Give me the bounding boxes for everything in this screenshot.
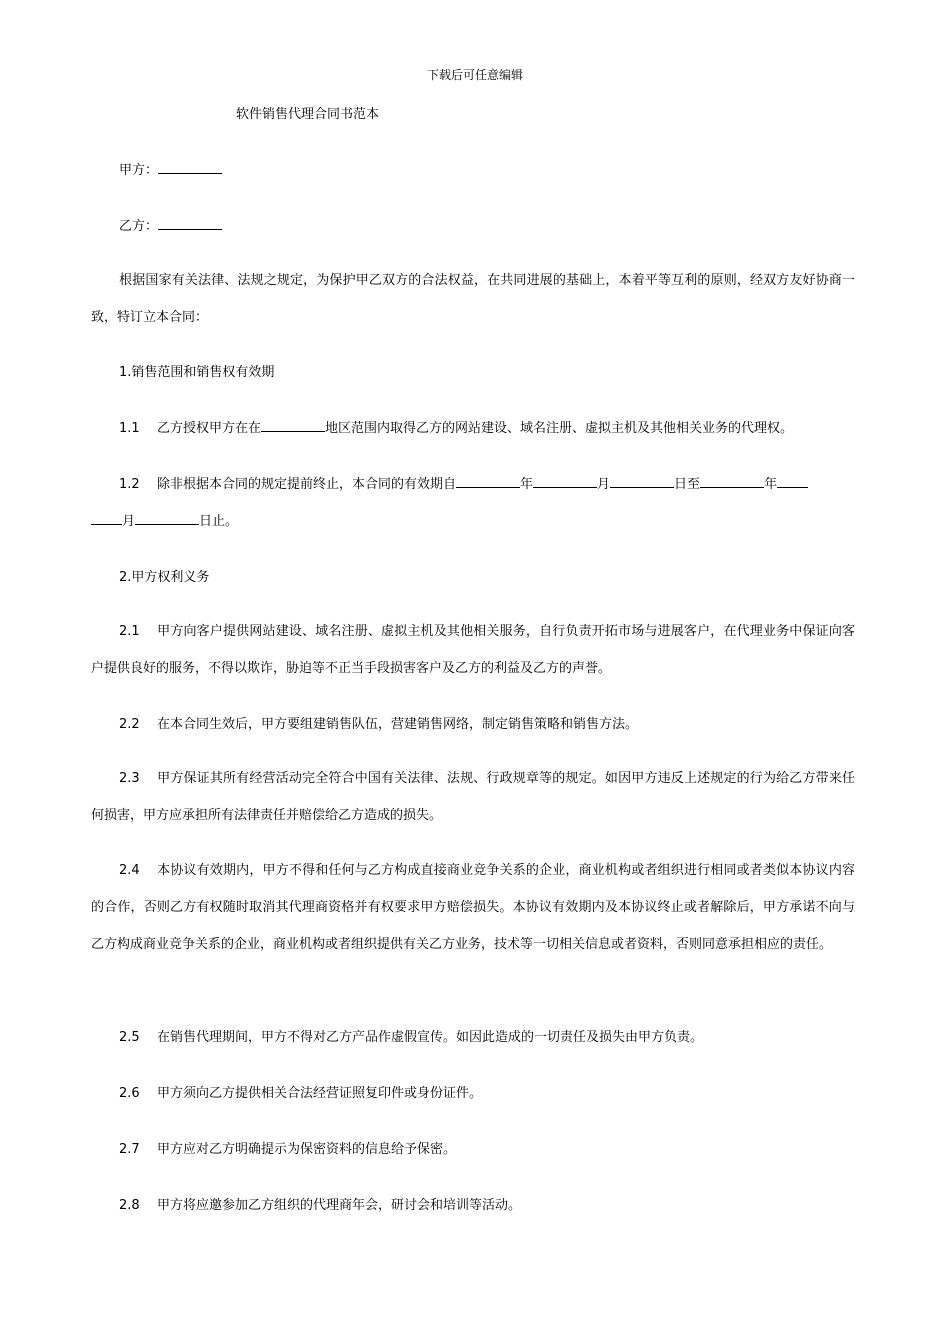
clause-1-1-number: 1.1 <box>119 421 140 436</box>
clause-2-1 <box>91 613 855 687</box>
end-day-blank <box>135 511 199 525</box>
clause-2-5 <box>119 1026 703 1045</box>
end-month-blank-b <box>91 511 122 525</box>
month-label: 月 <box>597 477 611 492</box>
clause-2-5-text: 在销售代理期间，甲方不得对乙方产品作虚假宣传。如因此造成的一切责任及损失由甲方负责。 <box>157 1030 704 1045</box>
clause-1-1-text-a: 乙方授权甲方在在 <box>157 421 262 436</box>
clause-1-2-text: 除非根据本合同的规定提前终止，本合同的有效期自 <box>157 477 457 492</box>
clause-1-2-continued <box>91 510 238 529</box>
start-month-blank <box>533 474 597 488</box>
page-header: 下载后可任意编辑 <box>426 68 523 82</box>
section-1-heading <box>119 361 274 380</box>
clause-2-6 <box>119 1082 482 1101</box>
end-month-blank-a <box>777 474 808 488</box>
clause-2-5-number: 2.5 <box>119 1030 140 1045</box>
clause-1-2-number: 1.2 <box>119 477 140 492</box>
clause-1-2 <box>119 473 808 492</box>
clause-2-1-text: 甲方向客户提供网站建设、域名注册、虚拟主机及其他相关服务，自行负责开拓市场与进展客户，在代理业务中保证向客户提供良好的服务，不得以欺诈，胁迫等不正当手段损害客户及乙方的利益及乙方的声誉。 <box>91 624 855 676</box>
clause-2-2-text: 在本合同生效后，甲方要组建销售队伍，营建销售网络，制定销售策略和销售方法。 <box>157 717 639 732</box>
year-label: 年 <box>520 477 534 492</box>
start-year-blank <box>456 474 520 488</box>
end-day-label: 日止。 <box>199 514 239 529</box>
end-month-label: 月 <box>122 514 136 529</box>
section-2-heading <box>119 566 209 585</box>
end-year-label: 年 <box>764 477 778 492</box>
preamble-text: 根据国家有关法律、法规之规定，为保护甲乙双方的合法权益，在共同进展的基础上，本着平等互利的原则，经双方友好协商一致，特订立本合同： <box>91 273 855 325</box>
clause-2-4-text: 本协议有效期内，甲方不得和任何与乙方构成直接商业竞争关系的企业，商业机构或者组织进行相同或者类似本协议内容的合作，否则乙方有权随时取消其代理商资格并有权要求甲方赔偿损失。本协议有效期内及本协议终止或者解除后，甲方承诺不向与乙方构成商业竞争关系的企业，商业机构或者组织提供有关乙方业务，技术等一切相关信息或者资料，否则同意承担相应的责任。 <box>91 863 855 952</box>
section-2-title: 甲方权利义务 <box>131 570 210 585</box>
section-1-number: 1. <box>119 365 132 380</box>
party-b-blank <box>158 216 222 230</box>
clause-2-4-number: 2.4 <box>119 863 140 878</box>
party-b-line <box>119 215 222 234</box>
clause-2-6-number: 2.6 <box>119 1086 140 1101</box>
clause-2-3-number: 2.3 <box>119 771 140 786</box>
clause-2-7-text: 甲方应对乙方明确提示为保密资料的信息给予保密。 <box>157 1142 457 1157</box>
clause-1-1-text-b: 地区范围内取得乙方的网站建设、域名注册、虚拟主机及其他相关业务的代理权。 <box>325 421 794 436</box>
clause-2-2 <box>119 713 638 732</box>
clause-2-3 <box>91 760 855 834</box>
start-day-blank <box>610 474 674 488</box>
clause-2-3-text: 甲方保证其所有经营活动完全符合中国有关法律、法规、行政规章等的规定。如因甲方违反上述规定的行为给乙方带来任何损害，甲方应承担所有法律责任并赔偿给乙方造成的损失。 <box>91 771 855 823</box>
clause-2-6-text: 甲方须向乙方提供相关合法经营证照复印件或身份证件。 <box>157 1086 483 1101</box>
clause-2-7 <box>119 1138 456 1157</box>
party-a-label: 甲方： <box>119 163 159 178</box>
clause-1-1 <box>119 417 793 436</box>
clause-2-2-number: 2.2 <box>119 717 140 732</box>
clause-2-8-text: 甲方将应邀参加乙方组织的代理商年会，研讨会和培训等活动。 <box>157 1198 522 1213</box>
document-title: 软件销售代理合同书范本 <box>236 107 380 122</box>
day-to-label: 日至 <box>674 477 701 492</box>
clause-2-1-number: 2.1 <box>119 624 140 639</box>
section-1-title: 销售范围和销售权有效期 <box>131 365 275 380</box>
party-b-label: 乙方： <box>119 219 159 234</box>
end-year-blank <box>700 474 764 488</box>
preamble-paragraph <box>91 262 855 336</box>
region-blank <box>261 418 325 432</box>
clause-2-8 <box>119 1194 521 1213</box>
clause-2-7-number: 2.7 <box>119 1142 140 1157</box>
party-a-blank <box>158 160 222 174</box>
section-2-number: 2. <box>119 570 132 585</box>
clause-2-8-number: 2.8 <box>119 1198 140 1213</box>
clause-2-4 <box>91 852 855 963</box>
party-a-line <box>119 159 222 178</box>
